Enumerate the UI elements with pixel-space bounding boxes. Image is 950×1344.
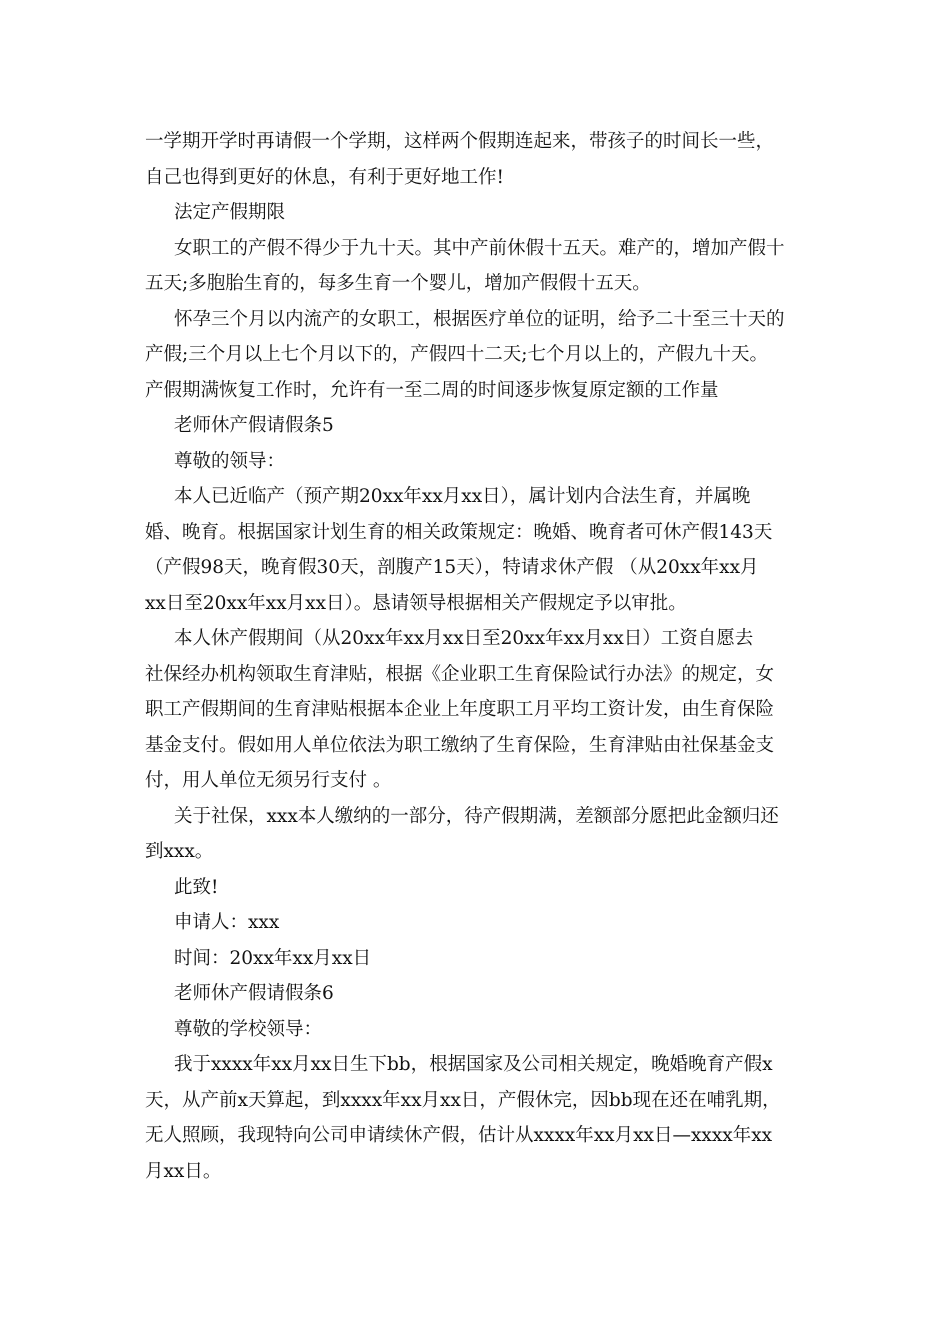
text-line: 婚、晚育。根据国家计划生育的相关政策规定：晚婚、晚育者可休产假143天 (145, 521, 773, 543)
text-line: 申请人：xxx (174, 912, 280, 933)
text-line: 社保经办机构领取生育津贴，根据《企业职工生育保险试行办法》的规定，女 (145, 663, 775, 685)
text-line: 关于社保，xxx本人缴纳的一部分，待产假期满，差额部分愿把此金额归还 (174, 805, 779, 827)
text-line: 天，从产前x天算起，到xxxx年xx月xx日，产假休完，因bb现在还在哺乳期， (145, 1089, 781, 1111)
text-line: （产假98天，晚育假30天，剖腹产15天），特请求休产假 （从20xx年xx月 (145, 557, 759, 578)
text-line: 尊敬的领导： (174, 450, 286, 472)
text-line: 时间：20xx年xx月xx日 (174, 947, 372, 969)
text-line: 法定产假期限 (174, 202, 286, 223)
text-line: 到xxx。 (145, 841, 214, 862)
text-line: xx日至20xx年xx月xx日）。恳请领导根据相关产假规定予以审批。 (145, 592, 687, 614)
text-line: 本人休产假期间（从20xx年xx月xx日至20xx年xx月xx日）工资自愿去 (174, 628, 754, 649)
text-line: 产假;三个月以上七个月以下的，产假四十二天;七个月以上的，产假九十天。 (145, 344, 768, 365)
text-line: 尊敬的学校领导： (174, 1018, 323, 1040)
text-line: 职工产假期间的生育津贴根据本企业上年度职工月平均工资计发，由生育保险 (145, 699, 775, 720)
document-body (145, 124, 813, 1189)
text-line: 老师休产假请假条5 (174, 415, 334, 436)
text-line: 老师休产假请假条6 (174, 983, 334, 1004)
text-line: 付，用人单位无须另行支付 。 (145, 770, 392, 791)
text-line: 无人照顾，我现特向公司申请续休产假，估计从xxxx年xx月xx日—xxxx年xx (145, 1125, 773, 1146)
text-line: 基金支付。假如用人单位依法为职工缴纳了生育保险，生育津贴由社保基金支 (145, 734, 775, 756)
text-line: 五天;多胞胎生育的，每多生育一个婴儿，增加产假假十五天。 (145, 273, 651, 294)
text-line: 自己也得到更好的休息，有利于更好地工作! (145, 166, 504, 188)
text-line: 月xx日。 (145, 1160, 222, 1182)
text-line: 我于xxxx年xx月xx日生下bb，根据国家及公司相关规定，晚婚晚育产假x (174, 1054, 773, 1075)
text-line: 此致! (174, 876, 219, 898)
text-line: 产假期满恢复工作时，允许有一至二周的时间逐步恢复原定额的工作量 (145, 379, 719, 401)
text-line: 女职工的产假不得少于九十天。其中产前休假十五天。难产的，增加产假十 (174, 237, 785, 259)
text-line: 本人已近临产（预产期20xx年xx月xx日），属计划内合法生育，并属晚 (174, 486, 751, 507)
text-line: 怀孕三个月以内流产的女职工，根据医疗单位的证明，给予二十至三十天的 (174, 308, 785, 330)
text-line: 一学期开学时再请假一个学期，这样两个假期连起来，带孩子的时间长一些， (145, 131, 775, 152)
